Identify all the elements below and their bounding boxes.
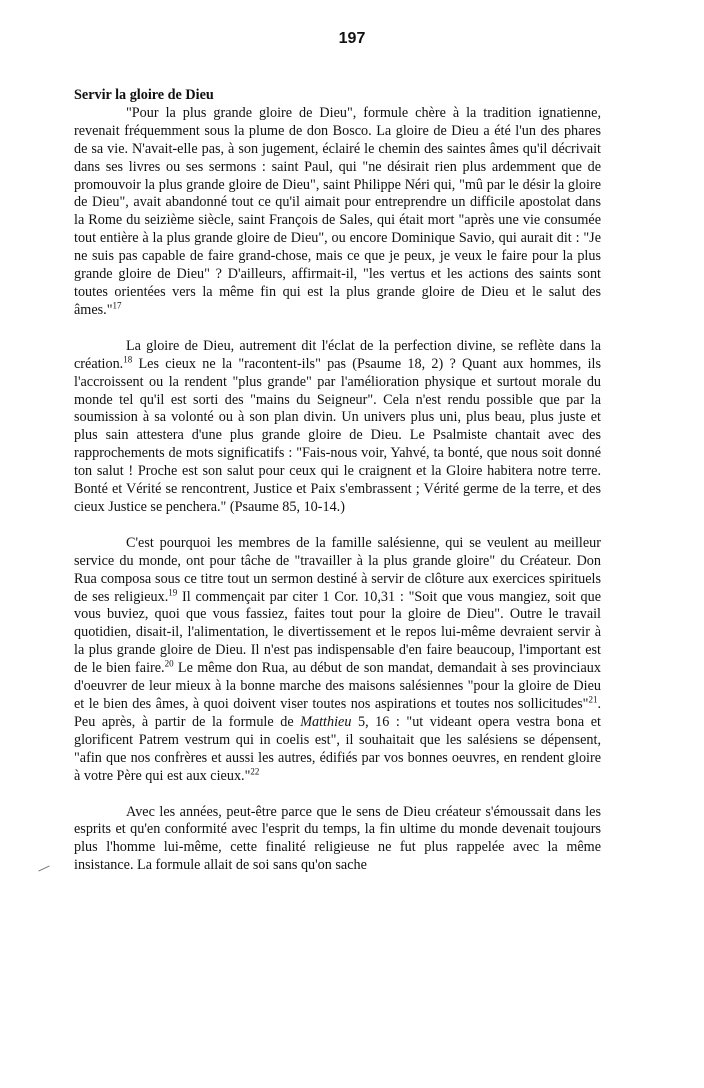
paragraph-gap (74, 320, 601, 338)
paragraph-2 (74, 338, 601, 517)
paragraph-2-text-b: Les cieux ne la "racontent-ils" pas (Psaume 18, 2) ? Quant aux hommes, ils l'accroissent ou la rendent "plus grande" par l'amélioration physique et surtout morale du monde tel qu'il est sorti des "mains du Seigneur". Cela n'est rendu possible que par la soumission à sa volonté ou à son plan divin. Un univers plus uni, plus beau, plus juste et plus sain attestera d'une plus grande gloire de Dieu. Le Psalmiste chantait avec des rapprochements de mots significatifs : "Fais-nous voir, Yahvé, ta bonté, que nous soit donné ton salut ! Proche est son salut pour ceux qui le craignent et la Gloire habitera notre terre. Bonté et Vérité se rencontrent, Justice et Paix s'embrassent ; Vérité germe de la terre, et des cieux Justice se penchera." (Psaume 85, 10-14.) (74, 355, 601, 515)
footnote-ref-18: 18 (123, 353, 133, 364)
footnote-ref-19: 19 (168, 586, 178, 597)
paragraph-4 (74, 804, 601, 876)
paragraph-4-text: Avec les années, peut-être parce que le sens de Dieu créateur s'émoussait dans les esprits et qu'en conformité avec l'esprit du temps, la fin ultime du monde devenait toujours plus l'homme lui-même, cette finalité religieuse ne fut plus rappelée avec la même insistance. La formule allait de soi sans qu'on sache (74, 803, 601, 874)
paragraph-gap (74, 786, 601, 804)
paragraph-1-text: "Pour la plus grande gloire de Dieu", formule chère à la tradition ignatienne, revenait fréquemment sous la plume de don Bosco. La gloire de Dieu a été l'un des phares de sa vie. N'avait-elle pas, à son jugement, éclairé le chemin des saintes âmes qu'il décrivait dans ses livres ou ses sermons : saint Paul, qui "ne désirait rien plus ardemment que de promouvoir la plus grande gloire de Dieu", saint Philippe Néri qui, "mû par le désir la gloire de Dieu", avait abandonné tout ce qu'il aimait pour entreprendre un difficile apostolat dans la Rome du seizième siècle, saint François de Sales, qui était mort "après une vie consumée tout entière à la plus grande gloire de Dieu", ou encore Dominique Savio, qui aurait dit : "Je ne suis pas capable de faire grand-chose, mais ce que je peux, je veux le faire pour la plus grande gloire de Dieu" ? D'ailleurs, affirmait-il, "les vertus et les actions des saints sont toutes orientées vers la même fin qui est la plus grande gloire de Dieu et le salut des âmes." (74, 104, 601, 318)
footnote-ref-21: 21 (588, 694, 598, 705)
paragraph-gap (74, 517, 601, 535)
paragraph-3-text-d: . Peu après, à partir de la formule de (74, 696, 601, 730)
paragraph-3 (74, 535, 601, 786)
paragraph-3-text-c: Le même don Rua, au début de son mandat, demandait à ses provinciaux d'oeuvrer de leur mieux à la bonne marche des maisons salésiennes "pour la gloire de Dieu et le bien des âmes, à quoi doivent viser toutes nos aspirations et toutes nos sollicitudes" (74, 660, 601, 712)
margin-pencil-mark (38, 866, 49, 872)
footnote-ref-20: 20 (164, 658, 174, 669)
paragraph-3-text-b: Il commençait par citer 1 Cor. 10,31 : "Soit que vous mangiez, soit que vous buviez, quoi que vous fassiez, faites tout pour la gloire de Dieu". Outre le travail quotidien, disait-il, l'alimentation, le divertissement et le repos lui-même devraient servir à la plus grande gloire de Dieu. Il n'est pas indispensable d'en faire beaucoup, l'important est de le bien faire. (74, 588, 601, 677)
paragraph-3-text-a: C'est pourquoi les membres de la famille salésienne, qui se veulent au meilleur service du monde, ont pour tâche de "travailler à la plus grande gloire" du Créateur. Don Rua composa sous ce titre tout un sermon destiné à servir de clôture aux exercices spirituels de ses religieux. (74, 534, 601, 605)
page-number: 197 (338, 30, 366, 47)
paragraph-3-text-e: 5, 16 : "ut videant opera vestra bona et glorificent Patrem vestrum qui in coelis est", il souhaitait que les salésiens se dépensent, "afin que nos confrères et aussi les autres, édifiés par vos bonnes oeuvres, en rendent gloire à votre Père qui est aux cieux." (74, 713, 601, 784)
paragraph-1 (74, 105, 601, 320)
paragraph-2-text-a: La gloire de Dieu, autrement dit l'éclat de la perfection divine, se reflète dans la création. (74, 337, 601, 372)
footnote-ref-22: 22 (250, 765, 260, 776)
body-text (74, 87, 601, 875)
footnote-ref-17: 17 (112, 300, 122, 311)
paragraph-3-italic-matthieu: Matthieu (300, 713, 352, 730)
section-heading: Servir la gloire de Dieu (74, 87, 214, 103)
